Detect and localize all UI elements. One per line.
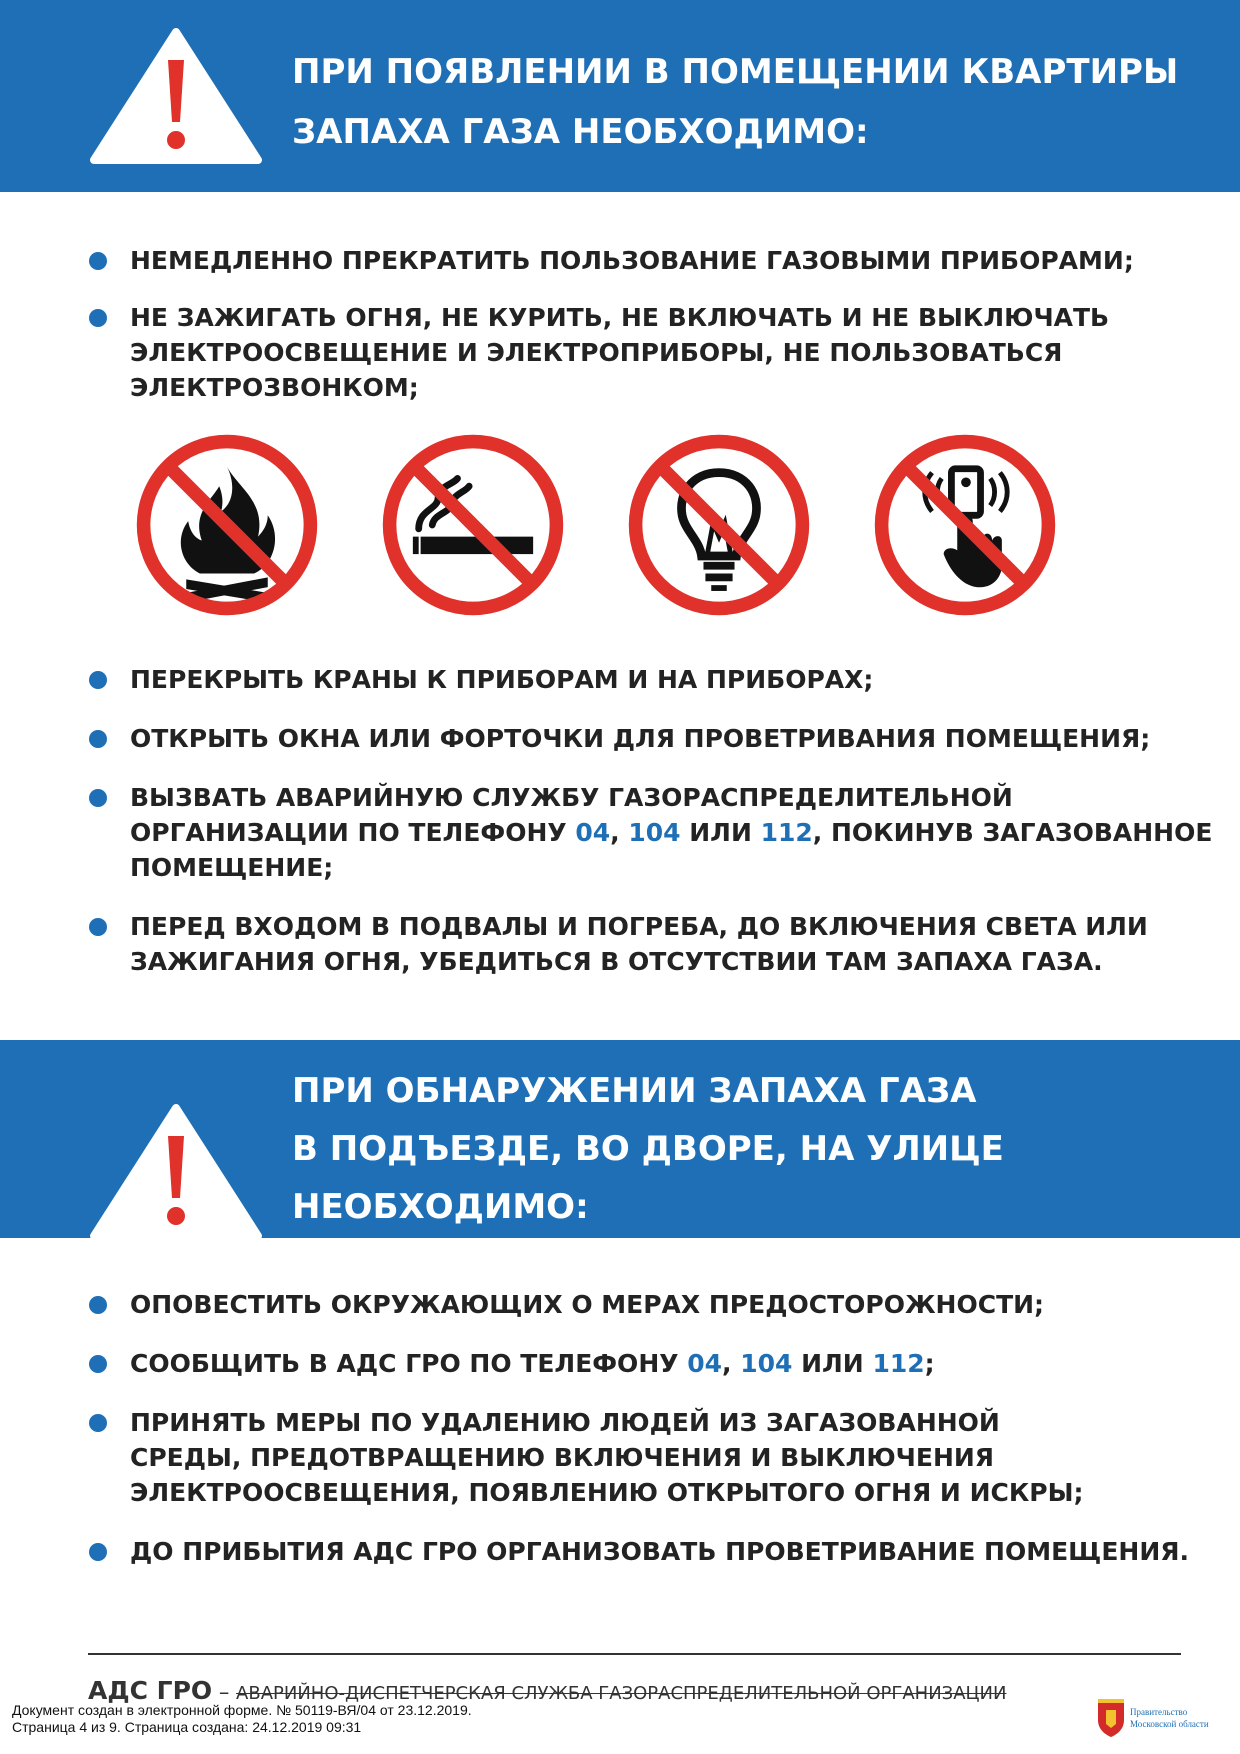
bullet-icon bbox=[89, 730, 107, 748]
footer-definition-text: АВАРИЙНО-ДИСПЕТЧЕРСКАЯ СЛУЖБА ГАЗОРАСПРЕДЕЛИТЕЛЬНОЙ ОРГАНИЗАЦИИ bbox=[236, 1683, 1007, 1704]
footer-abbr: АДС ГРО bbox=[88, 1676, 213, 1705]
stamp-line: Страница 4 из 9. Страница создана: 24.12.2019 09:31 bbox=[12, 1719, 362, 1735]
prohibition-signs-row bbox=[130, 428, 1080, 628]
warning-triangle-icon bbox=[88, 26, 264, 166]
text-fragment: , ПОКИНУВ ЗАГАЗОВАННОЕ bbox=[812, 818, 1213, 847]
list-item bbox=[0, 243, 1240, 278]
list-item-text: ВЫЗВАТЬ АВАРИЙНУЮ СЛУЖБУ ГАЗОРАСПРЕДЕЛИТЕЛЬНОЙ bbox=[130, 783, 1013, 812]
list-item bbox=[0, 1405, 1240, 1510]
phone-number: 04 bbox=[575, 818, 611, 847]
list-item bbox=[0, 721, 1240, 756]
top-banner-title-line: ПРИ ПОЯВЛЕНИИ В ПОМЕЩЕНИИ КВАРТИРЫ bbox=[292, 52, 1179, 92]
bullet-icon bbox=[89, 789, 107, 807]
list-item-text: ПЕРЕД ВХОДОМ В ПОДВАЛЫ И ПОГРЕБА, ДО ВКЛЮЧЕНИЯ СВЕТА ИЛИ bbox=[130, 912, 1148, 941]
electronic-document-stamp bbox=[12, 1702, 472, 1736]
top-banner-title-line: ЗАПАХА ГАЗА НЕОБХОДИМО: bbox=[292, 112, 869, 152]
footer-dash: – bbox=[212, 1680, 237, 1704]
list-item-text: ДО ПРИБЫТИЯ АДС ГРО ОРГАНИЗОВАТЬ ПРОВЕТРИВАНИЕ ПОМЕЩЕНИЯ. bbox=[130, 1537, 1189, 1566]
apartment-instructions-list-top bbox=[0, 243, 1240, 405]
list-item bbox=[0, 1534, 1240, 1569]
apartment-instructions-list-bottom bbox=[0, 662, 1240, 1003]
list-item-text: НЕМЕДЛЕННО ПРЕКРАТИТЬ ПОЛЬЗОВАНИЕ ГАЗОВЫМИ ПРИБОРАМИ; bbox=[130, 246, 1134, 275]
list-item-text: ЗАЖИГАНИЯ ОГНЯ, УБЕДИТЬСЯ В ОТСУТСТВИИ ТАМ ЗАПАХА ГАЗА. bbox=[130, 947, 1103, 976]
bottom-banner-title bbox=[292, 1062, 1004, 1236]
bullet-icon bbox=[89, 1355, 107, 1373]
list-item-text: ЭЛЕКТРООСВЕЩЕНИЯ, ПОЯВЛЕНИЮ ОТКРЫТОГО ОГНЯ И ИСКРЫ; bbox=[130, 1478, 1084, 1507]
government-caption-line: Московской области bbox=[1130, 1719, 1209, 1729]
list-item-text: ПРИНЯТЬ МЕРЫ ПО УДАЛЕНИЮ ЛЮДЕЙ ИЗ ЗАГАЗОВАННОЙ bbox=[130, 1408, 1000, 1437]
text-fragment: , bbox=[722, 1349, 741, 1378]
list-item bbox=[0, 1346, 1240, 1381]
list-item-text: НЕ ЗАЖИГАТЬ ОГНЯ, НЕ КУРИТЬ, НЕ ВКЛЮЧАТЬ И НЕ ВЫКЛЮЧАТЬ bbox=[130, 303, 1110, 332]
footer-divider bbox=[88, 1653, 1181, 1655]
list-item-text: ОТКРЫТЬ ОКНА ИЛИ ФОРТОЧКИ ДЛЯ ПРОВЕТРИВАНИЯ ПОМЕЩЕНИЯ; bbox=[130, 724, 1151, 753]
bullet-icon bbox=[89, 918, 107, 936]
text-fragment: ; bbox=[924, 1349, 935, 1378]
no-smoking-icon bbox=[376, 428, 570, 622]
text-fragment: ИЛИ bbox=[680, 818, 761, 847]
phone-number: 112 bbox=[872, 1349, 925, 1378]
phone-number: 112 bbox=[760, 818, 813, 847]
government-caption-line: Правительство bbox=[1130, 1707, 1188, 1717]
stamp-line: Документ создан в электронной форме. № 50119-ВЯ/04 от 23.12.2019. bbox=[12, 1702, 472, 1718]
text-fragment: , bbox=[610, 818, 629, 847]
list-item bbox=[0, 662, 1240, 697]
list-item-text: СРЕДЫ, ПРЕДОТВРАЩЕНИЮ ВКЛЮЧЕНИЯ И ВЫКЛЮЧЕНИЯ bbox=[130, 1443, 995, 1472]
no-doorbell-icon bbox=[868, 428, 1062, 622]
list-item bbox=[0, 1287, 1240, 1322]
bottom-banner-title-line: НЕОБХОДИМО: bbox=[292, 1187, 589, 1227]
bullet-icon bbox=[89, 1296, 107, 1314]
bottom-banner bbox=[0, 1040, 1240, 1238]
text-fragment: СООБЩИТЬ В АДС ГРО ПО ТЕЛЕФОНУ bbox=[130, 1349, 688, 1378]
street-instructions-list bbox=[0, 1287, 1240, 1593]
bullet-icon bbox=[89, 252, 107, 270]
coat-of-arms-icon bbox=[1096, 1698, 1126, 1738]
footer-definition bbox=[88, 1676, 1006, 1705]
text-fragment: ИЛИ bbox=[792, 1349, 873, 1378]
top-banner-title bbox=[292, 42, 1178, 162]
list-item-text: ПОМЕЩЕНИЕ; bbox=[130, 853, 334, 882]
list-item-text bbox=[130, 1346, 1200, 1381]
warning-triangle-icon bbox=[88, 1102, 264, 1242]
list-item-text bbox=[130, 815, 1213, 850]
phone-number: 04 bbox=[687, 1349, 723, 1378]
bullet-icon bbox=[89, 671, 107, 689]
list-item bbox=[0, 909, 1240, 979]
bullet-icon bbox=[89, 309, 107, 327]
bullet-icon bbox=[89, 1414, 107, 1432]
government-caption bbox=[1130, 1706, 1209, 1730]
list-item-text: ОПОВЕСТИТЬ ОКРУЖАЮЩИХ О МЕРАХ ПРЕДОСТОРОЖНОСТИ; bbox=[130, 1290, 1045, 1319]
phone-number: 104 bbox=[740, 1349, 793, 1378]
bullet-icon bbox=[89, 1543, 107, 1561]
list-item bbox=[0, 780, 1240, 885]
no-fire-icon bbox=[130, 428, 324, 622]
list-item-text: ЭЛЕКТРОЗВОНКОМ; bbox=[130, 373, 419, 402]
list-item-text: ПЕРЕКРЫТЬ КРАНЫ К ПРИБОРАМ И НА ПРИБОРАХ; bbox=[130, 665, 874, 694]
list-item bbox=[0, 300, 1240, 405]
phone-number: 104 bbox=[628, 818, 681, 847]
bottom-banner-title-line: В ПОДЪЕЗДЕ, ВО ДВОРЕ, НА УЛИЦЕ bbox=[292, 1129, 1004, 1169]
text-fragment: ОРГАНИЗАЦИИ ПО ТЕЛЕФОНУ bbox=[130, 818, 576, 847]
no-light-switch-icon bbox=[622, 428, 816, 622]
list-item-text: ЭЛЕКТРООСВЕЩЕНИЕ И ЭЛЕКТРОПРИБОРЫ, НЕ ПОЛЬЗОВАТЬСЯ bbox=[130, 338, 1063, 367]
top-banner bbox=[0, 0, 1240, 192]
bottom-banner-title-line: ПРИ ОБНАРУЖЕНИИ ЗАПАХА ГАЗА bbox=[292, 1071, 977, 1111]
